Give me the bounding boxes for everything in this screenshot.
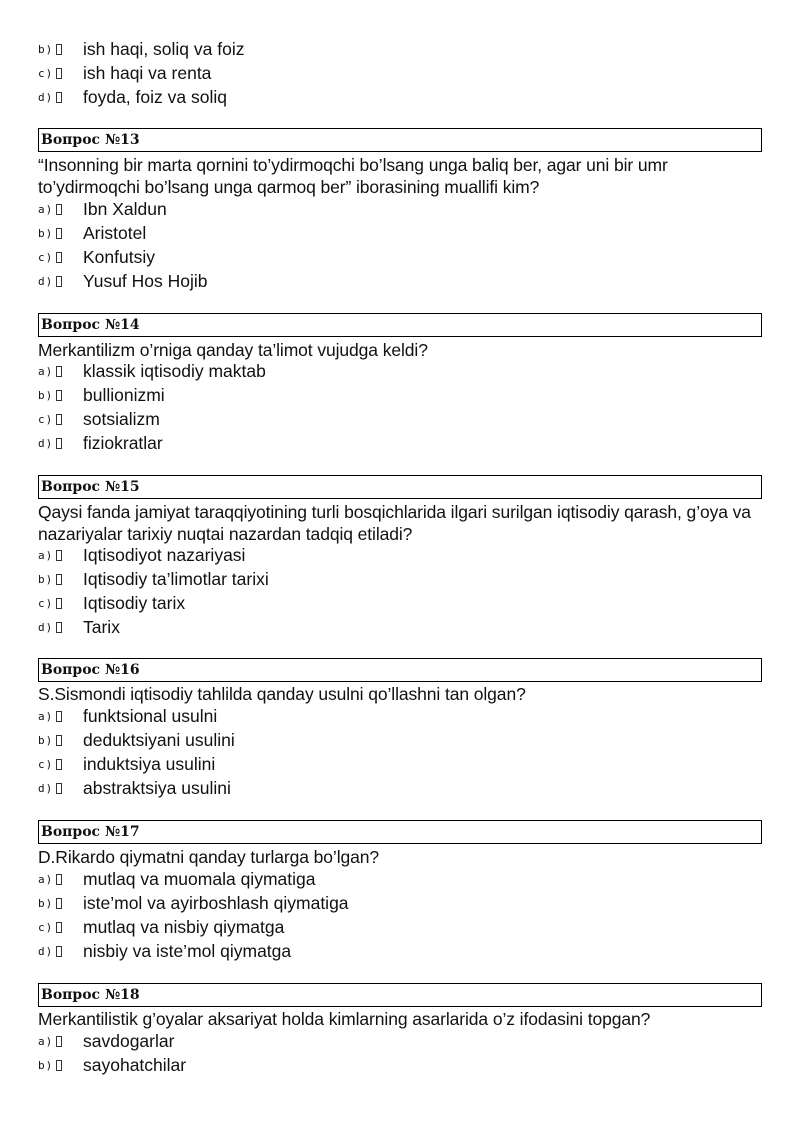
question-header: Вопрос №18 <box>38 983 762 1007</box>
option-letter: c) <box>38 597 54 610</box>
option-text: abstraktsiya usulini <box>83 778 231 798</box>
checkbox-icon[interactable] <box>56 228 62 239</box>
question-text: D.Rikardo qiymatni qanday turlarga bo’lgan? <box>38 847 380 867</box>
option-text: mutlaq va nisbiy qiymatga <box>83 917 285 937</box>
option-text: sotsializm <box>83 409 160 429</box>
option-letter: d) <box>38 275 54 288</box>
option-letter: c) <box>38 413 54 426</box>
option-letter: d) <box>38 621 54 634</box>
option-text: klassik iqtisodiy maktab <box>83 361 266 381</box>
checkbox-icon[interactable] <box>56 922 62 933</box>
option-letter: c) <box>38 67 54 80</box>
question-header: Вопрос №15 <box>38 475 762 499</box>
answer-option[interactable] <box>38 1054 762 1078</box>
option-text: Iqtisodiyot nazariyasi <box>83 545 246 565</box>
checkbox-icon[interactable] <box>56 874 62 885</box>
option-text: deduktsiyani usulini <box>83 730 235 750</box>
option-text: bullionizmi <box>83 385 165 405</box>
checkbox-icon[interactable] <box>56 92 62 103</box>
checkbox-icon[interactable] <box>56 68 62 79</box>
question-text: Merkantilizm o’rniga qanday ta’limot vujudga keldi? <box>38 340 428 360</box>
answer-option[interactable] <box>38 916 762 940</box>
answer-option[interactable] <box>38 408 762 432</box>
answer-option[interactable] <box>38 868 762 892</box>
option-letter: b) <box>38 1059 54 1072</box>
option-letter: d) <box>38 945 54 958</box>
question-header: Вопрос №13 <box>38 128 762 152</box>
checkbox-icon[interactable] <box>56 414 62 425</box>
answer-option[interactable] <box>38 729 762 753</box>
option-text: Ibn Xaldun <box>83 199 167 219</box>
checkbox-icon[interactable] <box>56 759 62 770</box>
option-text: Aristotel <box>83 223 147 243</box>
checkbox-icon[interactable] <box>56 898 62 909</box>
option-text: mutlaq va muomala qiymatiga <box>83 869 316 889</box>
checkbox-icon[interactable] <box>56 735 62 746</box>
answer-option[interactable] <box>38 432 762 456</box>
option-letter: c) <box>38 251 54 264</box>
option-letter: b) <box>38 897 54 910</box>
option-letter: a) <box>38 549 54 562</box>
option-letter: b) <box>38 43 54 56</box>
checkbox-icon[interactable] <box>56 598 62 609</box>
question-header: Вопрос №16 <box>38 658 762 682</box>
checkbox-icon[interactable] <box>56 711 62 722</box>
answer-option[interactable] <box>38 270 762 294</box>
answer-option[interactable] <box>38 592 762 616</box>
checkbox-icon[interactable] <box>56 366 62 377</box>
checkbox-icon[interactable] <box>56 276 62 287</box>
option-text: fiziokratlar <box>83 433 163 453</box>
answer-option[interactable] <box>38 705 762 729</box>
checkbox-icon[interactable] <box>56 1036 62 1047</box>
option-text: savdogarlar <box>83 1031 175 1051</box>
option-letter: d) <box>38 782 54 795</box>
checkbox-icon[interactable] <box>56 390 62 401</box>
option-letter: a) <box>38 365 54 378</box>
question-header: Вопрос №14 <box>38 313 762 337</box>
question-text: “Insonning bir marta qornini to’ydirmoqchi bo’lsang unga baliq ber, agar uni bir umr to’ydirmoqchi bo’lsang unga qarmoq ber” iborasining muallifi kim? <box>38 155 668 197</box>
answer-option[interactable] <box>38 753 762 777</box>
option-text: induktsiya usulini <box>83 754 216 774</box>
option-text: Konfutsiy <box>83 247 155 267</box>
checkbox-icon[interactable] <box>56 252 62 263</box>
checkbox-icon[interactable] <box>56 550 62 561</box>
answer-option[interactable] <box>38 1030 762 1054</box>
checkbox-icon[interactable] <box>56 783 62 794</box>
checkbox-icon[interactable] <box>56 44 62 55</box>
answer-option[interactable] <box>38 86 762 110</box>
checkbox-icon[interactable] <box>56 574 62 585</box>
question-header: Вопрос №17 <box>38 820 762 844</box>
option-letter: c) <box>38 758 54 771</box>
option-text: ish haqi va renta <box>83 63 212 83</box>
answer-option[interactable] <box>38 198 762 222</box>
option-text: foyda, foiz va soliq <box>83 87 227 107</box>
answer-option[interactable] <box>38 38 762 62</box>
checkbox-icon[interactable] <box>56 438 62 449</box>
checkbox-icon[interactable] <box>56 1060 62 1071</box>
option-letter: c) <box>38 921 54 934</box>
answer-option[interactable] <box>38 222 762 246</box>
answer-option[interactable] <box>38 62 762 86</box>
option-text: iste’mol va ayirboshlash qiymatiga <box>83 893 349 913</box>
answer-option[interactable] <box>38 360 762 384</box>
option-letter: a) <box>38 710 54 723</box>
option-letter: b) <box>38 227 54 240</box>
option-letter: d) <box>38 91 54 104</box>
checkbox-icon[interactable] <box>56 204 62 215</box>
answer-option[interactable] <box>38 568 762 592</box>
option-letter: b) <box>38 573 54 586</box>
option-text: ish haqi, soliq va foiz <box>83 39 245 59</box>
answer-option[interactable] <box>38 246 762 270</box>
answer-option[interactable] <box>38 940 762 964</box>
option-text: nisbiy va iste’mol qiymatga <box>83 941 292 961</box>
option-text: Yusuf Hos Hojib <box>83 271 208 291</box>
option-letter: b) <box>38 734 54 747</box>
option-letter: a) <box>38 203 54 216</box>
option-text: Iqtisodiy ta’limotlar tarixi <box>83 569 269 589</box>
option-text: funktsional usulni <box>83 706 218 726</box>
option-letter: d) <box>38 437 54 450</box>
answer-option[interactable] <box>38 892 762 916</box>
answer-option[interactable] <box>38 544 762 568</box>
question-text: Merkantilistik g’oyalar aksariyat holda kimlarning asarlarida o’z ifodasini topgan? <box>38 1009 651 1029</box>
checkbox-icon[interactable] <box>56 622 62 633</box>
option-letter: a) <box>38 1035 54 1048</box>
question-text: S.Sismondi iqtisodiy tahlilda qanday usulni qo’llashni tan olgan? <box>38 684 526 704</box>
checkbox-icon[interactable] <box>56 946 62 957</box>
option-text: sayohatchilar <box>83 1055 187 1075</box>
option-letter: b) <box>38 389 54 402</box>
option-text: Iqtisodiy tarix <box>83 593 186 613</box>
option-text: Tarix <box>83 617 120 637</box>
answer-option[interactable] <box>38 777 762 801</box>
option-letter: a) <box>38 873 54 886</box>
answer-option[interactable] <box>38 384 762 408</box>
question-text: Qaysi fanda jamiyat taraqqiyotining turli bosqichlarida ilgari surilgan iqtisodiy qarash, g’oya va nazariyalar tarixiy nuqtai nazardan tadqiq etiladi? <box>38 502 751 544</box>
answer-option[interactable] <box>38 616 762 640</box>
